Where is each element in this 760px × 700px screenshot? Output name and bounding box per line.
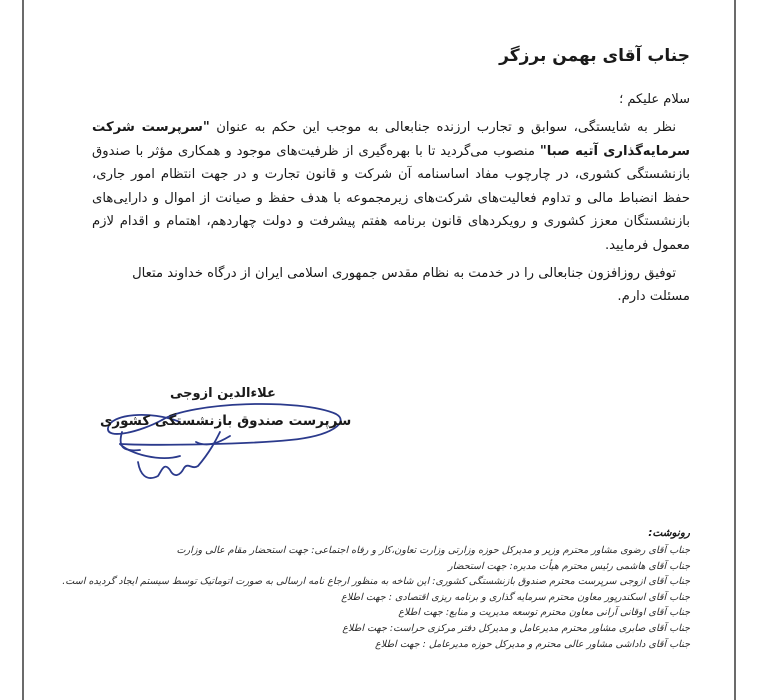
cc-item: جناب آقای اوقانی آرانی معاون محترم توسعه مدیریت و منابع: جهت اطلاع [398,607,690,619]
signatory-title: سرپرست صندوق بازنشستگی کشوری [100,413,352,429]
closing-paragraph: توفیق روزافزون جنابعالی را در خدمت به نظام مقدس جمهوری اسلامی ایران از درگاه خداوند متعال مسئلت دارم. [132,266,690,304]
addressee-heading: جناب آقای بهمن برزگر [499,46,690,66]
cc-item: جناب آقای صابری مشاور محترم مدیرعامل و مدیرکل دفتر مرکزی حراست: جهت اطلاع [342,622,690,634]
body-rest: منصوب می‌گردید تا با بهره‌گیری از ظرفیت‌های موجود و همکاری مؤثر با صندوق بازنشستگی کشوری، در چارچوب مفاد اساسنامه آن شرکت و قانون تجارت و در جهت انتظام امور جاری، حفظ انضباط مالی و تداوم فعالیت‌های شرکت‌های زیرمجموعه با هدف حفظ و صیانت از اموال و دارایی‌های بازنشستگان معزز کشوری و رویکردهای قانون برنامه هفتم پیشرفت و دولت چهاردهم، اهتمام و اقدام لازم معمول فرمایید. [92,143,690,253]
body-intro: نظر به شایستگی، سوابق و تجارب ارزنده جنابعالی به موجب این حکم به عنوان [209,120,676,135]
cc-item: جناب آقای ازوجی سرپرست محترم صندوق بازنشستگی کشوری: این شاخه به منظور ارجاع نامه ارسالی به صورت اتوماتیک توسط سیستم ایجاد گردیده است. [62,576,690,588]
appointment-title: "سرپرست شرکت سرمایه‌گذاری آتیه صبا" [92,120,691,159]
handwritten-signature [100,392,360,492]
cc-item: جناب آقای رضوی مشاور محترم وزیر و مدیرکل حوزه وزارتی وزارت تعاون،کار و رفاه اجتماعی: جهت استحضار مقام عالی وزارت [176,545,690,556]
cc-item: جناب آقای هاشمی رئیس محترم هیأت مدیره: جهت استحضار [447,560,690,572]
signatory-name: علاءالدین ازوجی [170,386,276,401]
body-paragraph [92,116,690,257]
cc-item: جناب آقای داداشی مشاور عالی محترم و مدیرکل حوزه مدیرعامل : جهت اطلاع [375,638,690,650]
greeting: سلام علیکم ؛ [619,92,690,107]
cc-title: رونوشت: [648,527,690,539]
cc-item: جناب آقای اسکندرپور معاون محترم سرمایه گذاری و برنامه ریزی اقتصادی : جهت اطلاع [341,591,690,603]
